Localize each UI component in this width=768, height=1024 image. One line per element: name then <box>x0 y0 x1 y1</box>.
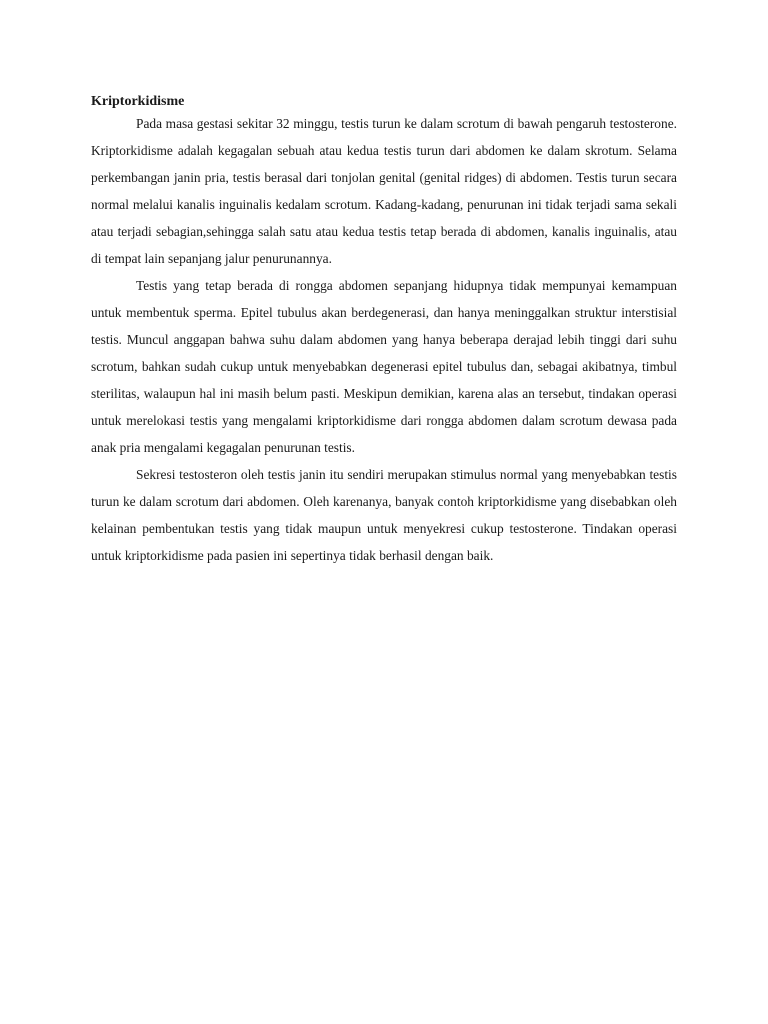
paragraph-1: Pada masa gestasi sekitar 32 minggu, testis turun ke dalam scrotum di bawah pengaruh testosterone. Kriptorkidisme adalah kegagalan sebuah atau kedua testis turun dari abdomen ke dalam skrotum. Selama perkembangan janin pria, testis berasal dari tonjolan genital (genital ridges) di abdomen. Testis turun secara normal melalui kanalis inguinalis kedalam scrotum. Kadang-kadang, penurunan ini tidak terjadi sama sekali atau terjadi sebagian,sehingga salah satu atau kedua testis tetap berada di abdomen, kanalis inguinalis, atau di tempat lain sepanjang jalur penurunannya. <box>91 116 677 266</box>
document-body <box>91 94 677 569</box>
paragraph-3: Sekresi testosteron oleh testis janin itu sendiri merupakan stimulus normal yang menyebabkan testis turun ke dalam scrotum dari abdomen. Oleh karenanya, banyak contoh kriptorkidisme yang disebabkan oleh kelainan pembentukan testis yang tidak maupun untuk menyekresi cukup testosterone. Tindakan operasi untuk kriptorkidisme pada pasien ini sepertinya tidak berhasil dengan baik. <box>91 467 677 563</box>
paragraph-2: Testis yang tetap berada di rongga abdomen sepanjang hidupnya tidak mempunyai kemampuan untuk membentuk sperma. Epitel tubulus akan berdegenerasi, dan hanya meninggalkan struktur interstisial testis. Muncul anggapan bahwa suhu dalam abdomen yang hanya beberapa derajad lebih tinggi dari suhu scrotum, bahkan sudah cukup untuk menyebabkan degenerasi epitel tubulus dan, sebagai akibatnya, timbul sterilitas, walaupun hal ini masih belum pasti. Meskipun demikian, karena alas an tersebut, tindakan operasi untuk merelokasi testis yang mengalami kriptorkidisme dari rongga abdomen dalam scrotum dewasa pada anak pria mengalami kegagalan penurunan testis. <box>91 278 677 455</box>
document-title: Kriptorkidisme <box>91 94 185 109</box>
